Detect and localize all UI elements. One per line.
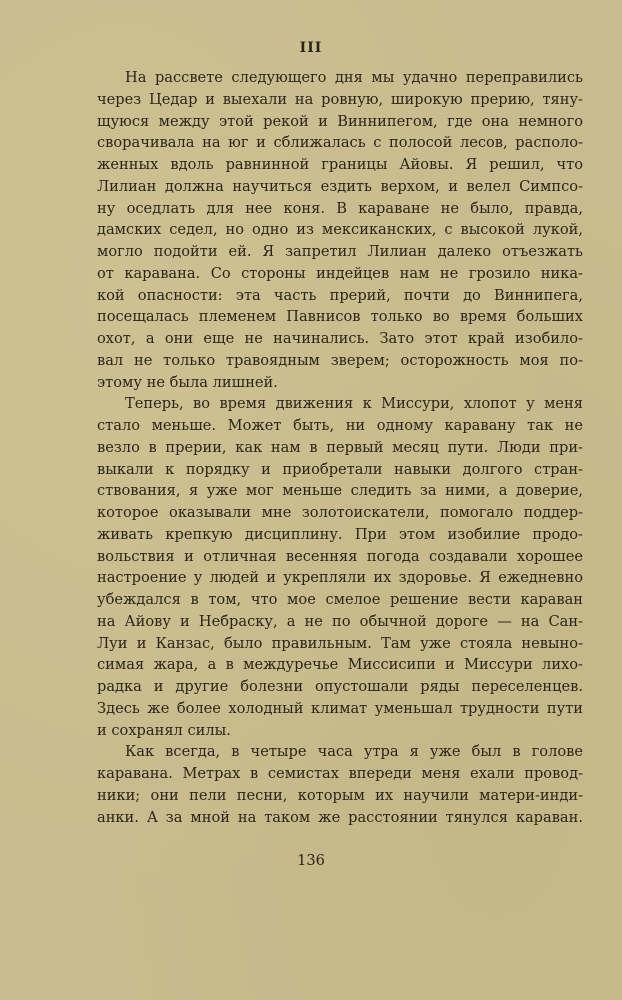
text-line: На рассвете следующего дня мы удачно переправились [125,69,583,86]
paragraph-3 [97,741,583,828]
text-line: живать крепкую дисциплину. При этом изобилие продо- [97,525,583,543]
text-line: ствования, я уже мог меньше следить за ними, а доверие, [97,482,583,500]
page-number: 136 [297,852,325,869]
text-line: могло подойти ей. Я запретил Лилиан далеко отъезжать [97,243,583,260]
text-line: дамских седел, но одно из мексиканских, с высокой лукой, [97,221,583,239]
text-line: симая жара, а в междуречье Миссисипи и Миссури лихо- [97,656,583,674]
text-line: женных вдоль равнинной границы Айовы. Я решил, что [97,156,583,173]
text-line: Луи и Канзас, было правильным. Там уже стояла невыно- [97,634,583,652]
text-line: Лилиан должна научиться ездить верхом, и велел Симпсо- [97,177,583,195]
text-line: настроение у людей и укрепляли их здоровье. Я ежедневно [97,569,583,587]
text-line: кой опасности: эта часть прерий, почти до Виннипега, [97,286,583,304]
text-line: этому не была лишней. [97,373,278,391]
text-line: посещалась племенем Павнисов только во время больших [97,308,583,326]
chapter-number: III [299,40,323,56]
text-line: через Цедар и выехали на ровную, широкую прерию, тяну- [97,90,583,108]
text-line: от каравана. Со стороны индейцев нам не грозило ника- [97,264,583,282]
text-line: убеждался в том, что мое смелое решение вести караван [97,591,583,608]
text-line: Теперь, во время движения к Миссури, хлопот у меня [125,395,583,413]
text-line: щуюся между этой рекой и Виннипегом, где она немного [97,112,583,130]
text-line: Здесь же более холодный климат уменьшал трудности пути [97,699,583,717]
text-line: вал не только травоядным зверем; осторожность моя по- [97,351,583,369]
text-line: анки. А за мной на таком же расстоянии тянулся караван. [97,808,583,826]
text-line: стало меньше. Может быть, ни одному каравану так не [97,417,583,434]
paragraph-1 [97,67,583,393]
text-line: ну оседлать для нее коня. В караване не было, правда, [97,199,583,217]
text-line: вольствия и отличная весенняя погода создавали хорошее [97,547,583,565]
text-line: ники; они пели песни, которым их научили матери-инди- [97,786,583,804]
text-line: каравана. Метрах в семистах впереди меня ехали провод- [97,765,583,782]
text-line: выкали к порядку и приобретали навыки долгого стран- [97,460,583,478]
text-line: везло в прерии, как нам в первый месяц пути. Люди при- [97,438,583,456]
text-line: которое оказывали мне золотоискатели, помогало поддер- [97,504,583,521]
text-line: охот, а они еще не начинались. Зато этот край изобило- [97,330,583,347]
text-line: и сохранял силы. [97,721,231,739]
paragraph-2 [97,393,583,741]
text-line: на Айову и Небраску, а не по обычной дороге — на Сан- [97,612,583,630]
text-line: Как всегда, в четыре часа утра я уже был в голове [125,743,583,761]
body-text [97,67,583,828]
text-line: сворачивала на юг и сближалась с полосой лесов, располо- [97,134,583,152]
text-line: радка и другие болезни опустошали ряды переселенцев. [97,678,583,695]
